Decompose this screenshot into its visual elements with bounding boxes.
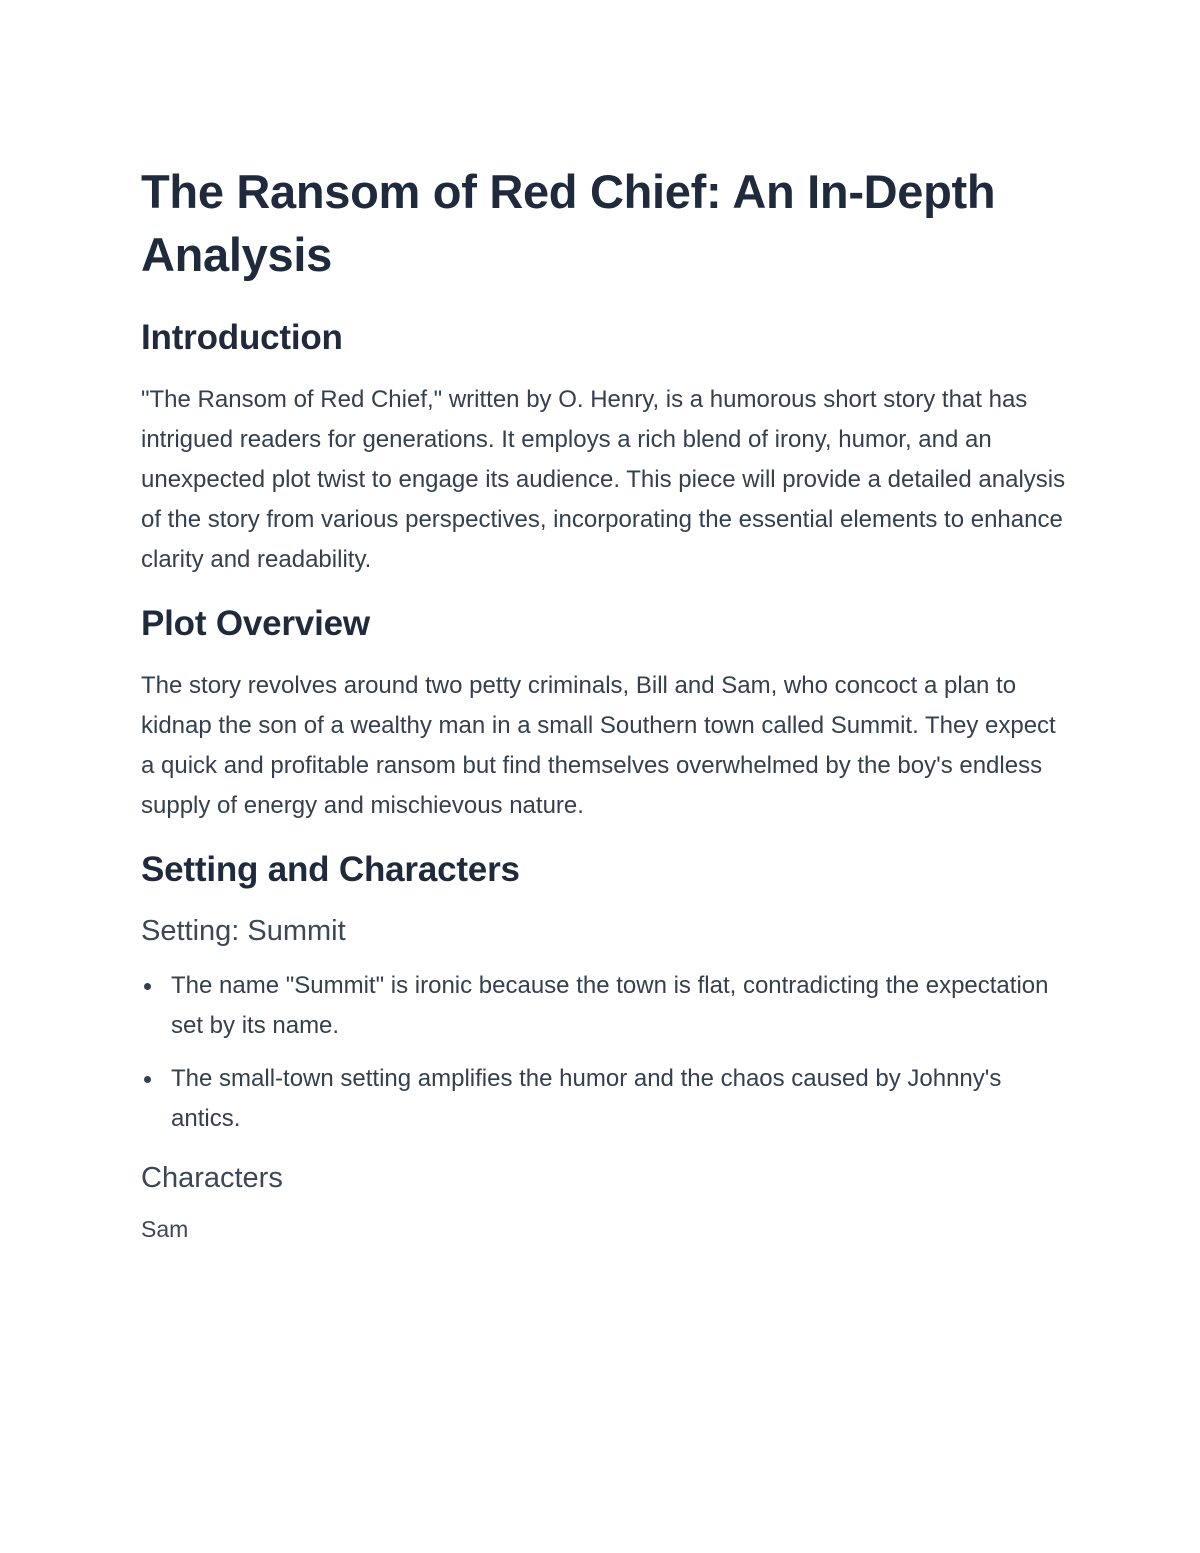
bullet-icon bbox=[144, 983, 151, 990]
document-page bbox=[141, 160, 1066, 1245]
character-sam-heading: Sam bbox=[141, 1216, 189, 1242]
introduction-paragraph: "The Ransom of Red Chief," written by O. Henry, is a humorous short story that has intrigued readers for generations. It employs a rich blend of irony, humor, and an unexpected plot twist to engage its audience. This piece will provide a detailed analysis of the story from various perspectives, incorporating the essential elements to enhance clarity and readability. bbox=[141, 386, 1066, 573]
list-item-text: The small-town setting amplifies the humor and the chaos caused by Johnny's antics. bbox=[171, 1065, 1002, 1132]
plot-overview-heading: Plot Overview bbox=[141, 604, 370, 643]
bullet-icon bbox=[144, 1076, 151, 1083]
document-title: The Ransom of Red Chief: An In-Depth Analysis bbox=[141, 165, 996, 281]
introduction-heading: Introduction bbox=[141, 318, 343, 357]
list-item-text: The name "Summit" is ironic because the town is flat, contradicting the expectation set by its name. bbox=[171, 972, 1049, 1039]
list-item bbox=[141, 1059, 1066, 1139]
setting-heading: Setting: Summit bbox=[141, 915, 346, 947]
plot-overview-paragraph: The story revolves around two petty criminals, Bill and Sam, who concoct a plan to kidnap the son of a wealthy man in a small Southern town called Summit. They expect a quick and profitable ransom but find themselves overwhelmed by the boy's endless supply of energy and mischievous nature. bbox=[141, 672, 1056, 819]
setting-and-characters-heading: Setting and Characters bbox=[141, 850, 520, 889]
characters-heading: Characters bbox=[141, 1162, 283, 1194]
list-item bbox=[141, 966, 1066, 1046]
setting-bullet-list bbox=[141, 966, 1066, 1139]
